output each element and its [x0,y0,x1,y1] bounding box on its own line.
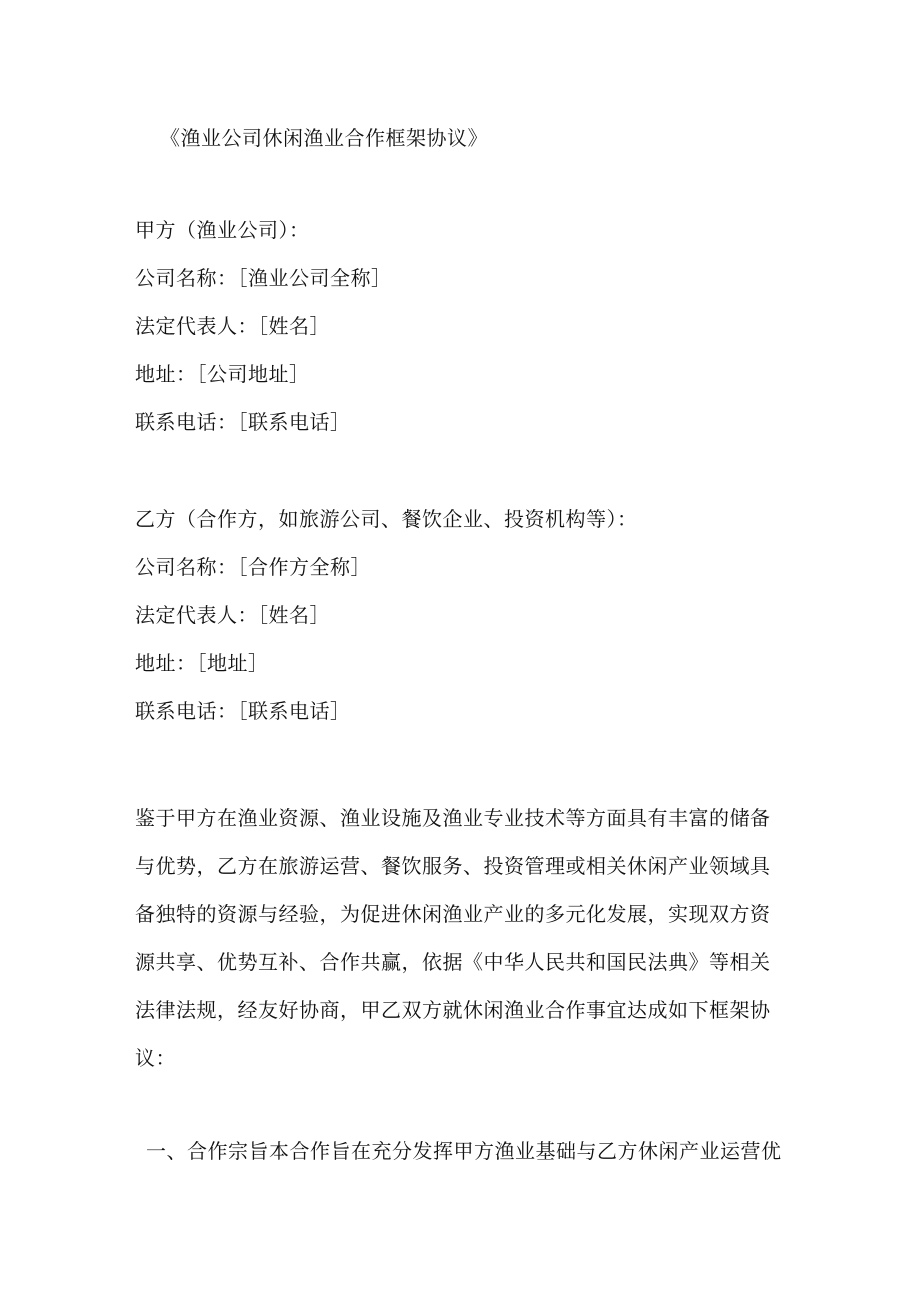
party-b-phone: 联系电话：［联系电话］ [135,699,351,723]
preamble-line: 备独特的资源与经验，为促进休闲渔业产业的多元化发展，实现双方资 [135,902,771,926]
preamble-line: 源共享、优势互补、合作共赢，依据《中华人民共和国民法典》等相关 [135,950,771,974]
party-a-company-name: 公司名称：［渔业公司全称］ [135,266,392,290]
party-b-heading: 乙方（合作方，如旅游公司、餐饮企业、投资机构等）： [135,507,638,531]
party-a-legal-rep: 法定代表人：［姓名］ [135,314,330,338]
section-1-heading: 一、合作宗旨本合作旨在充分发挥甲方渔业基础与乙方休闲产业运营优 [146,1139,782,1163]
party-b-legal-rep: 法定代表人：［姓名］ [135,603,330,627]
party-a-heading: 甲方（渔业公司）： [135,218,310,242]
party-a-address: 地址：［公司地址］ [135,362,310,386]
preamble-paragraph [135,794,775,1082]
preamble-line: 鉴于甲方在渔业资源、渔业设施及渔业专业技术等方面具有丰富的储备 [135,806,771,830]
preamble-line: 与优势，乙方在旅游运营、餐饮服务、投资管理或相关休闲产业领域具 [135,854,771,878]
preamble-line: 法律法规，经友好协商，甲乙双方就休闲渔业合作事宜达成如下框架协 [135,998,771,1022]
party-b-company-name: 公司名称：［合作方全称］ [135,555,371,579]
party-b-address: 地址：［地址］ [135,651,269,675]
preamble-line: 议： [135,1046,176,1070]
document-title: 《渔业公司休闲渔业合作框架协议》 [160,126,488,150]
party-a-phone: 联系电话：［联系电话］ [135,410,351,434]
